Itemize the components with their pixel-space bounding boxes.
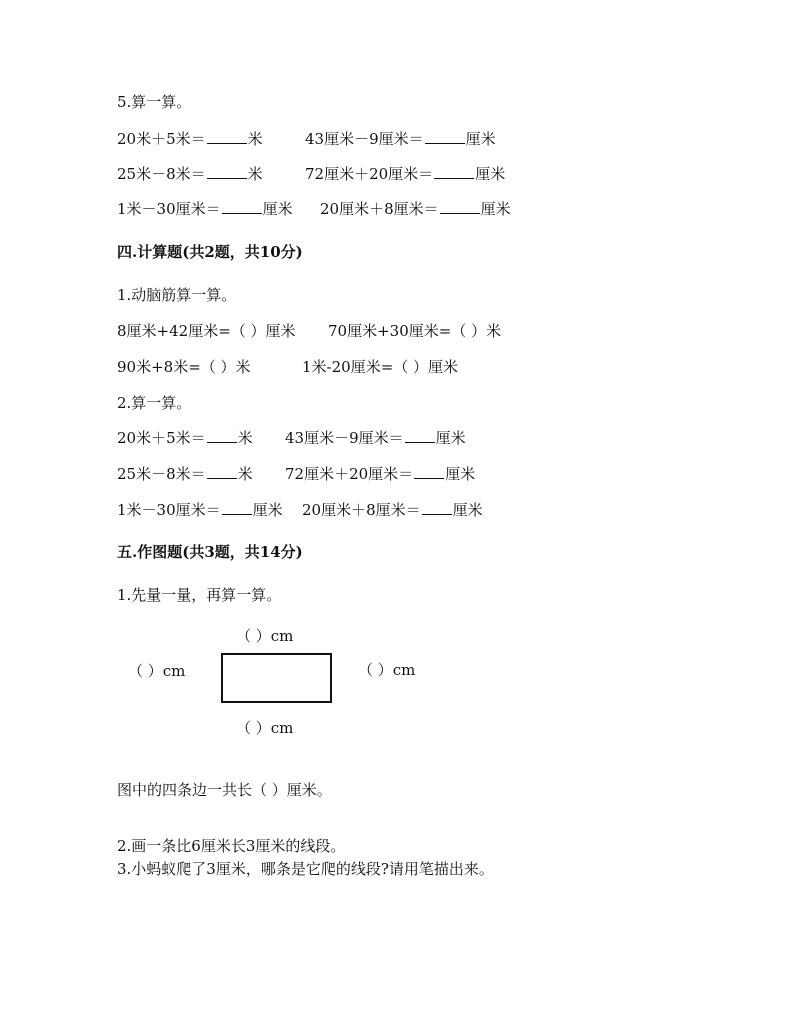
sec4-q1-row1-right: 70厘米+30厘米=（ ）米	[328, 322, 502, 340]
answer-blank[interactable]	[414, 464, 444, 479]
measure-label-right: （ ）cm	[358, 661, 416, 679]
sec4-q1-title: 1.动脑筋算一算。	[117, 286, 237, 304]
s5-title: 5.算一算。	[117, 93, 192, 111]
measure-label-left: （ ）cm	[128, 662, 186, 680]
s5-row3-right: 20厘米＋8厘米＝ 厘米	[320, 200, 511, 218]
answer-blank[interactable]	[405, 428, 435, 443]
sec4-q1-row2-right: 1米-20厘米=（ ）厘米	[302, 358, 459, 376]
measure-label-top: （ ）cm	[236, 627, 294, 645]
sec4-q1-row1-left: 8厘米+42厘米=（ ）厘米	[117, 322, 296, 340]
answer-blank[interactable]	[207, 129, 247, 144]
s5-row3-left: 1米－30厘米＝ 厘米	[117, 200, 293, 218]
sec4-q2-title: 2.算一算。	[117, 394, 192, 412]
sec4-q2-row3-left: 1米－30厘米＝ 厘米	[117, 501, 283, 519]
answer-blank[interactable]	[222, 500, 252, 515]
s5-row2-left: 25米－8米＝ 米	[117, 165, 263, 183]
answer-blank[interactable]	[207, 464, 237, 479]
s5-row2-right: 72厘米＋20厘米＝ 厘米	[305, 165, 506, 183]
answer-blank[interactable]	[425, 129, 465, 144]
sec5-q1-title: 1.先量一量，再算一算。	[117, 586, 282, 604]
sec5-q2: 2.画一条比6厘米长3厘米的线段。	[117, 837, 346, 855]
sec5-heading: 五.作图题(共3题，共14分)	[117, 543, 303, 561]
sec4-q2-row2-left: 25米－8米＝ 米	[117, 465, 253, 483]
sec5-q1-sum: 图中的四条边一共长（ ）厘米。	[117, 781, 332, 799]
answer-blank[interactable]	[440, 199, 480, 214]
answer-blank[interactable]	[434, 164, 474, 179]
answer-blank[interactable]	[207, 428, 237, 443]
sec4-q2-row2-right: 72厘米＋20厘米＝ 厘米	[285, 465, 476, 483]
s5-row1-right: 43厘米－9厘米＝ 厘米	[305, 130, 496, 148]
answer-blank[interactable]	[207, 164, 247, 179]
measure-label-bottom: （ ）cm	[236, 719, 294, 737]
sec4-q1-row2-left: 90米+8米=（ ）米	[117, 358, 251, 376]
answer-blank[interactable]	[422, 500, 452, 515]
answer-blank[interactable]	[222, 199, 262, 214]
sec5-q3: 3.小蚂蚁爬了3厘米，哪条是它爬的线段?请用笔描出来。	[117, 860, 494, 878]
sec4-q2-row1-right: 43厘米－9厘米＝ 厘米	[285, 429, 466, 447]
sec4-q2-row3-right: 20厘米＋8厘米＝ 厘米	[302, 501, 483, 519]
s5-row1-left: 20米＋5米＝ 米	[117, 130, 263, 148]
sec4-heading: 四.计算题(共2题，共10分)	[117, 243, 303, 261]
sec4-q2-row1-left: 20米＋5米＝ 米	[117, 429, 253, 447]
measure-rectangle	[221, 653, 332, 703]
